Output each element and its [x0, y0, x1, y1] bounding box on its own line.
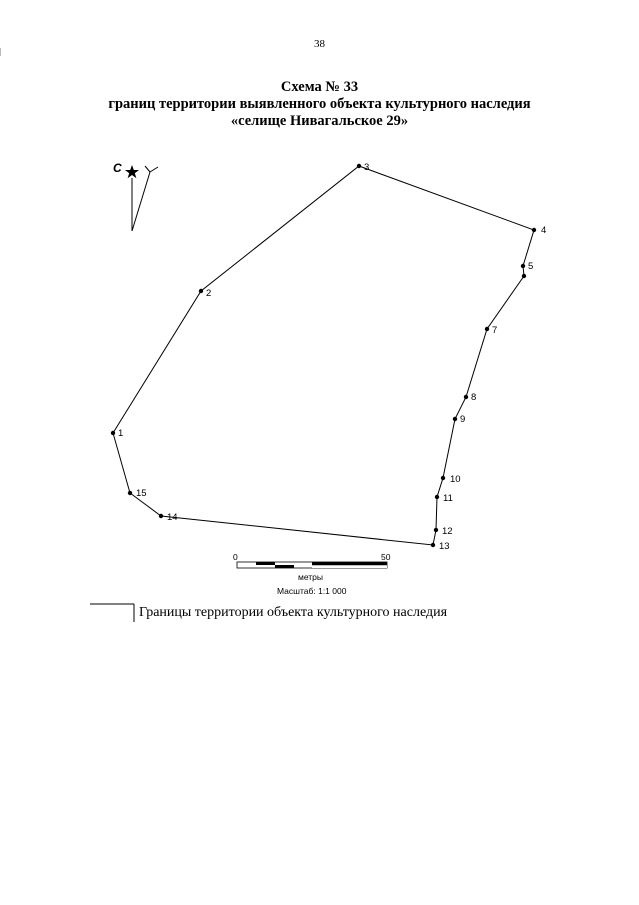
boundary-polygon [113, 166, 534, 545]
boundary-point-3 [357, 164, 361, 168]
boundary-point-15 [128, 491, 132, 495]
scale-segment-2 [275, 565, 294, 568]
boundary-point-6 [522, 274, 526, 278]
boundary-point-2 [199, 289, 203, 293]
point-label-2: 2 [206, 288, 212, 299]
north-label: С [113, 161, 122, 175]
boundary-point-9 [453, 417, 457, 421]
boundary-point-12 [434, 528, 438, 532]
scale-ratio: Масштаб: 1:1 000 [277, 586, 347, 596]
point-label-9: 9 [460, 414, 466, 425]
point-label-13: 13 [439, 541, 450, 552]
north-arrow-diagonal [132, 172, 150, 231]
boundary-point-13 [431, 543, 435, 547]
legend-symbol [90, 604, 134, 622]
scale-segment-4 [312, 565, 387, 568]
boundary-point-11 [435, 495, 439, 499]
boundary-points [111, 162, 546, 552]
boundary-point-5a [521, 264, 525, 268]
point-label-3: 3 [364, 162, 370, 173]
scale-start-label: 0 [233, 552, 238, 562]
boundary-point-1 [111, 431, 115, 435]
title-line-2: границ территории выявленного объекта культурного наследия [108, 96, 531, 112]
star-north-icon [125, 165, 139, 178]
scale-bar [233, 552, 391, 596]
point-label-7: 7 [492, 325, 498, 336]
point-label-11: 11 [443, 493, 453, 504]
scale-segment-1 [256, 562, 275, 565]
boundary-point-4 [532, 228, 536, 232]
scale-segment-3 [312, 562, 387, 565]
scale-end-label: 50 [381, 552, 391, 562]
page-number: 38 [314, 38, 325, 50]
point-label-14: 14 [167, 512, 178, 523]
boundary-point-7 [485, 327, 489, 331]
boundary-point-10 [441, 476, 445, 480]
point-label-5: 5 [528, 261, 534, 272]
north-arrow-fork-left [145, 166, 150, 172]
north-arrow [113, 161, 158, 231]
title-line-1: Схема № 33 [280, 79, 359, 95]
boundary-point-8 [464, 395, 468, 399]
north-arrow-fork-right [150, 167, 158, 172]
point-label-1: 1 [118, 428, 124, 439]
legend-label: Границы территории объекта культурного наследия [139, 605, 448, 620]
point-label-4: 4 [541, 225, 547, 236]
boundary-point-14 [159, 514, 163, 518]
point-label-10: 10 [450, 474, 461, 485]
scale-units: метры [298, 572, 324, 582]
point-label-8: 8 [471, 392, 477, 403]
point-label-15: 15 [136, 488, 147, 499]
title-line-3: «селище Нивагальское 29» [230, 113, 409, 129]
point-label-12: 12 [442, 526, 453, 537]
